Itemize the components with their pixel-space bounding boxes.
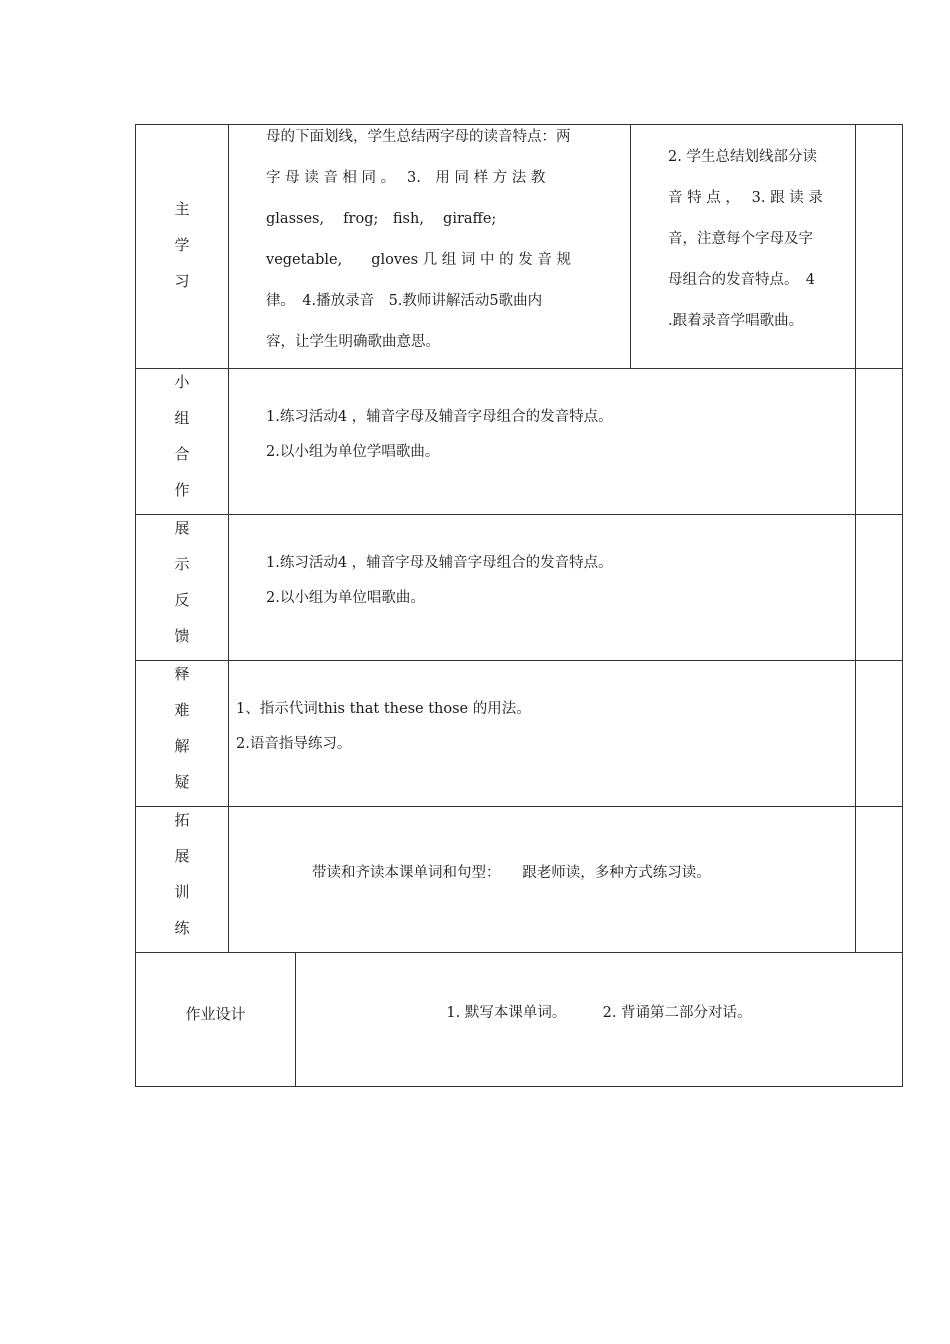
- label-char: 学: [174, 236, 190, 254]
- row-border: [135, 952, 903, 953]
- text-line: 母组合的发音特点。 4: [668, 272, 815, 288]
- text-line: 2.语音指导练习。: [236, 736, 352, 752]
- row-border: [135, 368, 903, 369]
- row-border: [135, 514, 903, 515]
- label-char: 拓: [174, 811, 190, 829]
- row-border: [135, 1086, 903, 1087]
- text-line: 母的下面划线，学生总结两字母的读音特点：两: [266, 129, 571, 145]
- row-label-extension: [136, 802, 228, 946]
- text-line: 音 特 点 ， 3. 跟 读 录: [668, 190, 823, 206]
- row-border: [135, 806, 903, 807]
- label-char: 训: [174, 883, 190, 901]
- label-char: 反: [174, 591, 190, 609]
- col-border: [630, 124, 631, 368]
- label-char: 疑: [174, 773, 190, 791]
- text-line: .跟着录音学唱歌曲。: [668, 313, 804, 329]
- row-label-display-feedback: [136, 510, 228, 654]
- col-border: [855, 124, 856, 952]
- label-char: 展: [174, 519, 190, 537]
- group-work-cell: [266, 400, 846, 470]
- row-label-main-study: [136, 185, 228, 305]
- label-char: 小: [174, 373, 190, 391]
- label-char: 组: [174, 409, 190, 427]
- text-line: vegetable, gloves 几 组 词 中 的 发 音 规: [266, 252, 571, 268]
- label-char: 示: [174, 555, 190, 573]
- text-line: 1.练习活动4 ，辅音字母及辅音字母组合的发音特点。: [266, 409, 613, 425]
- text-line: 律。 4.播放录音 5.教师讲解活动5歌曲内: [266, 293, 543, 309]
- text-line: 音，注意每个字母及字: [668, 231, 813, 247]
- col-border: [902, 124, 903, 1087]
- student-activity-cell: [668, 137, 850, 342]
- label-char: 难: [174, 701, 190, 719]
- text-line: 2.以小组为单位唱歌曲。: [266, 590, 425, 606]
- display-feedback-cell: [266, 546, 846, 616]
- extension-cell: 带读和齐读本课单词和句型： 跟老师读，多种方式练习读。: [312, 865, 711, 881]
- label-char: 作: [174, 481, 190, 499]
- text-line: 1、指示代词this that these those 的用法。: [236, 701, 531, 717]
- label-char: 释: [174, 665, 190, 683]
- label-char: 合: [174, 445, 190, 463]
- text-line: 2. 学生总结划线部分读: [668, 149, 817, 165]
- label-char: 解: [174, 737, 190, 755]
- row-label-homework: 作业设计: [185, 1005, 246, 1023]
- label-char: 馈: [174, 627, 190, 645]
- text-line: 容，让学生明确歌曲意思。: [266, 334, 440, 350]
- row-border: [135, 660, 903, 661]
- text-line: glasses, frog; fish, giraffe;: [266, 211, 497, 227]
- row-label-explain: [136, 656, 228, 800]
- col-border: [228, 124, 229, 952]
- label-char: 展: [174, 847, 190, 865]
- text-line: 1.练习活动4 ，辅音字母及辅音字母组合的发音特点。: [266, 555, 613, 571]
- explain-cell: [236, 692, 846, 762]
- teacher-activity-cell: [266, 117, 626, 363]
- label-char: 习: [174, 272, 190, 290]
- text-line: 字 母 读 音 相 同 。 3. 用 同 样 方 法 教: [266, 170, 546, 186]
- row-label-group-work: [136, 364, 228, 508]
- label-char: 练: [174, 919, 190, 937]
- label-char: 主: [174, 200, 190, 218]
- homework-cell: 1. 默写本课单词。 2. 背诵第二部分对话。: [446, 1005, 752, 1021]
- text-line: 2.以小组为单位学唱歌曲。: [266, 444, 440, 460]
